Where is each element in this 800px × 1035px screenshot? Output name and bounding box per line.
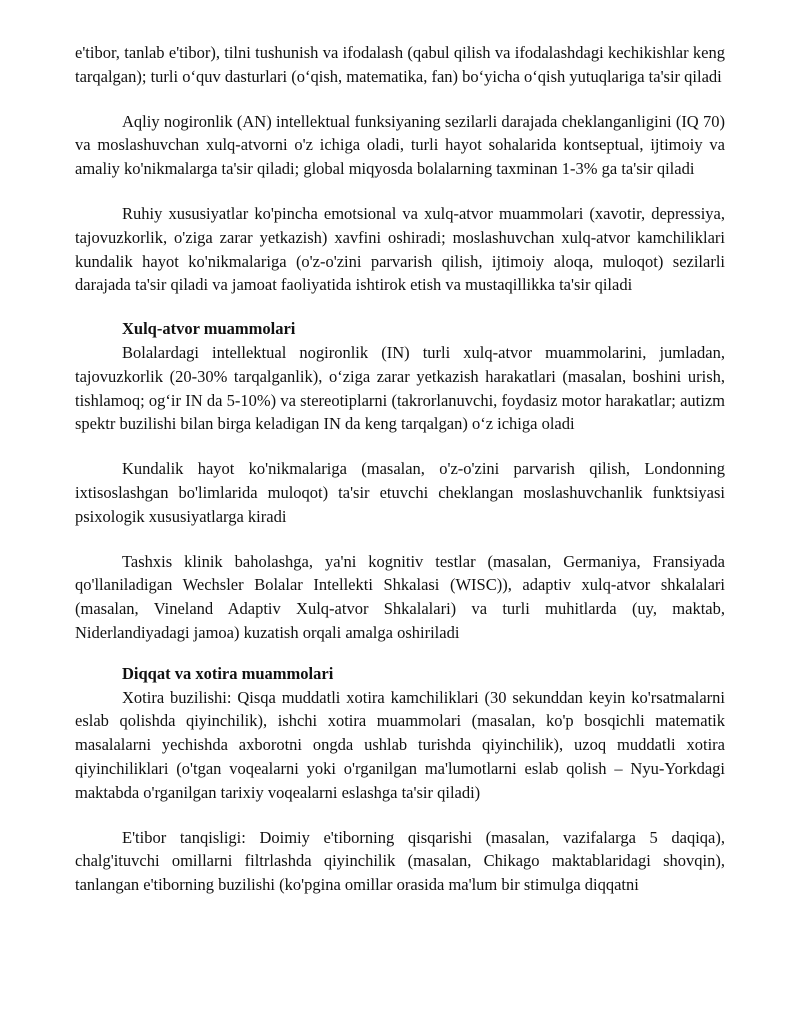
paragraph-behavior-problems: Bolalardagi intellektual nogironlik (IN) turli xulq-atvor muammolarini, jumladan, tajovuzkorlik (20-30% tarqalganlik), o‘ziga zarar yetkazish harakatlari (masalan, boshini urish, tishlamoq; og‘ir IN da 5-10%) va stereotiplarni (takrorlanuvchi, foydasiz motor harakatlar; autizm spektr buzilishi bilan birga keladigan IN da keng tarqalgan) o‘z ichiga oladi	[75, 342, 725, 434]
paragraph-diagnosis: Tashxis klinik baholashga, ya'ni kognitiv testlar (masalan, Germaniya, Fransiyada qo'llaniladigan Wechsler Bolalar Intellekti Shkalasi (WISC)), adaptiv xulq-atvor shkalalari (masalan, Vineland Adaptiv Xulq-atvor Shkalalari) va turli muhitlarda (uy, maktab, Niderlandiyadagi jamoa) kuzatish orqali amalga oshiriladi	[75, 551, 725, 642]
paragraph-attention-deficit: E'tibor tanqisligi: Doimiy e'tiborning qisqarishi (masalan, vazifalarga 5 daqiqa), chalg'ituvchi omillarni filtrlashda qiyinchilik (masalan, Chikago maktablaridagi shovqin), tanlangan e'tiborning buzilishi (ko'pgina omillar orasida ma'lum bir stimulga diqqatni	[75, 827, 725, 895]
paragraph-adaptive-function: Kundalik hayot ko'nikmalariga (masalan, o'z-o'zini parvarish qilish, Londonning ixtisoslashgan bo'limlarida muloqot) ta'sir etuvchi cheklangan moslashuvchanlik funktsiyasi psixologik xususiyatlarga kiradi	[75, 459, 725, 526]
paragraph-mental-features: Ruhiy xususiyatlar ko'pincha emotsional va xulq-atvor muammolari (xavotir, depressiya, tajovuzkorlik, o'ziga zarar yetkazish) xavfini oshiradi; moslashuvchan xulq-atvor kamchiliklari kundalik hayot ko'nikmalariga (o'z-o'zini parvarish qilish, ijtimoiy aloqa, muloqot) sezilarli darajada ta'sir qiladi va jamoat faoliyatida ishtirok etish va mustaqillikka ta'sir qiladi	[75, 203, 725, 295]
section-heading-attention-memory: Diqqat va xotira muammolari	[122, 663, 334, 683]
paragraph-memory-impairment: Xotira buzilishi: Qisqa muddatli xotira kamchiliklari (30 sekunddan keyin ko'rsatmalarni eslab qolishda qiyinchilik), ishchi xotira muammolari (masalan, ko'p bosqichli matematik masalalarni yechishda axborotni ongda ushlab turishda qiyinchilik), uzoq muddatli xotira qiyinchiliklari (o'tgan voqealarni yoki o'rganilgan ma'lumotlarni eslab qolish – Nyu-Yorkdagi maktabda o'rganilgan tarixiy voqealarni eslashga ta'sir qiladi)	[75, 687, 725, 802]
paragraph-intellectual-disability: Aqliy nogironlik (AN) intellektual funksiyaning sezilarli darajada cheklanganligini (IQ 70) va moslashuvchan xulq-atvorni o'z ichiga oladi, turli hayot sohalarida kontseptual, ijtimoiy va amaliy ko'nikmalarga ta'sir qiladi; global miqyosda bolalarning taxminan 1-3% ga ta'sir qiladi	[75, 111, 725, 179]
paragraph-continued: e'tibor, tanlab e'tibor), tilni tushunish va ifodalash (qabul qilish va ifodalashdagi kechikishlar keng tarqalgan); turli o‘quv dasturlari (o‘qish, matematika, fan) bo‘yicha o‘qish yutuqlariga ta'sir qiladi	[75, 43, 725, 86]
section-heading-behavior: Xulq-atvor muammolari	[122, 319, 296, 339]
